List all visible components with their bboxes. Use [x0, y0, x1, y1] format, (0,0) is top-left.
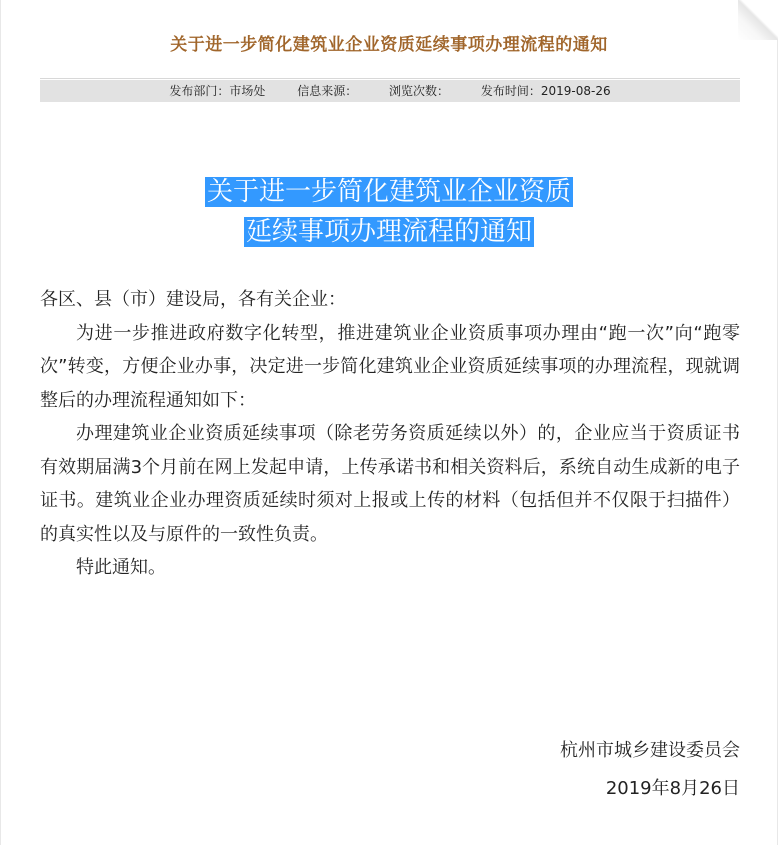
- signature-organization: 杭州市城乡建设委员会: [560, 740, 740, 761]
- article-meta-bar: [40, 80, 740, 102]
- header-divider: [40, 78, 740, 79]
- document-title[interactable]: [0, 172, 778, 252]
- signature-date: 2019年8月26日: [605, 778, 740, 799]
- closing-line: 特此通知。: [76, 557, 166, 578]
- page-header-title: 关于进一步简化建筑业企业资质延续事项办理流程的通知: [170, 35, 608, 55]
- document-title-line-2: 延续事项办理流程的通知: [245, 217, 532, 247]
- document-title-line-1: 关于进一步简化建筑业企业资质: [206, 177, 571, 207]
- body-paragraph-2: 办理建筑业企业资质延续事项（除老劳务资质延续以外）的，企业应当于资质证书有效期届满3个月前在网上发起申请，上传承诺书和相关资料后，系统自动生成新的电子证书。建筑业企业办理资质延续时须对上报或上传的材料（包括但并不仅限于扫描件）的真实性以及与原件的一致性负责。: [40, 423, 740, 545]
- salutation: 各区、县（市）建设局，各有关企业：: [40, 289, 346, 310]
- meta-views: 浏览次数：: [389, 84, 450, 98]
- meta-department: 发布部门：市场处: [169, 84, 266, 98]
- signature-block: [560, 732, 740, 808]
- document-body: [40, 283, 740, 585]
- body-paragraph-1: 为进一步推进政府数字化转型，推进建筑业企业资质事项办理由“跑一次”向“跑零次”转变，方便企业办事，决定进一步简化建筑业企业资质延续事项的办理流程，现就调整后的办理流程通知如下：: [40, 322, 740, 411]
- meta-date: 发布时间：2019-08-26: [480, 84, 611, 98]
- meta-source: 信息来源：: [297, 84, 358, 98]
